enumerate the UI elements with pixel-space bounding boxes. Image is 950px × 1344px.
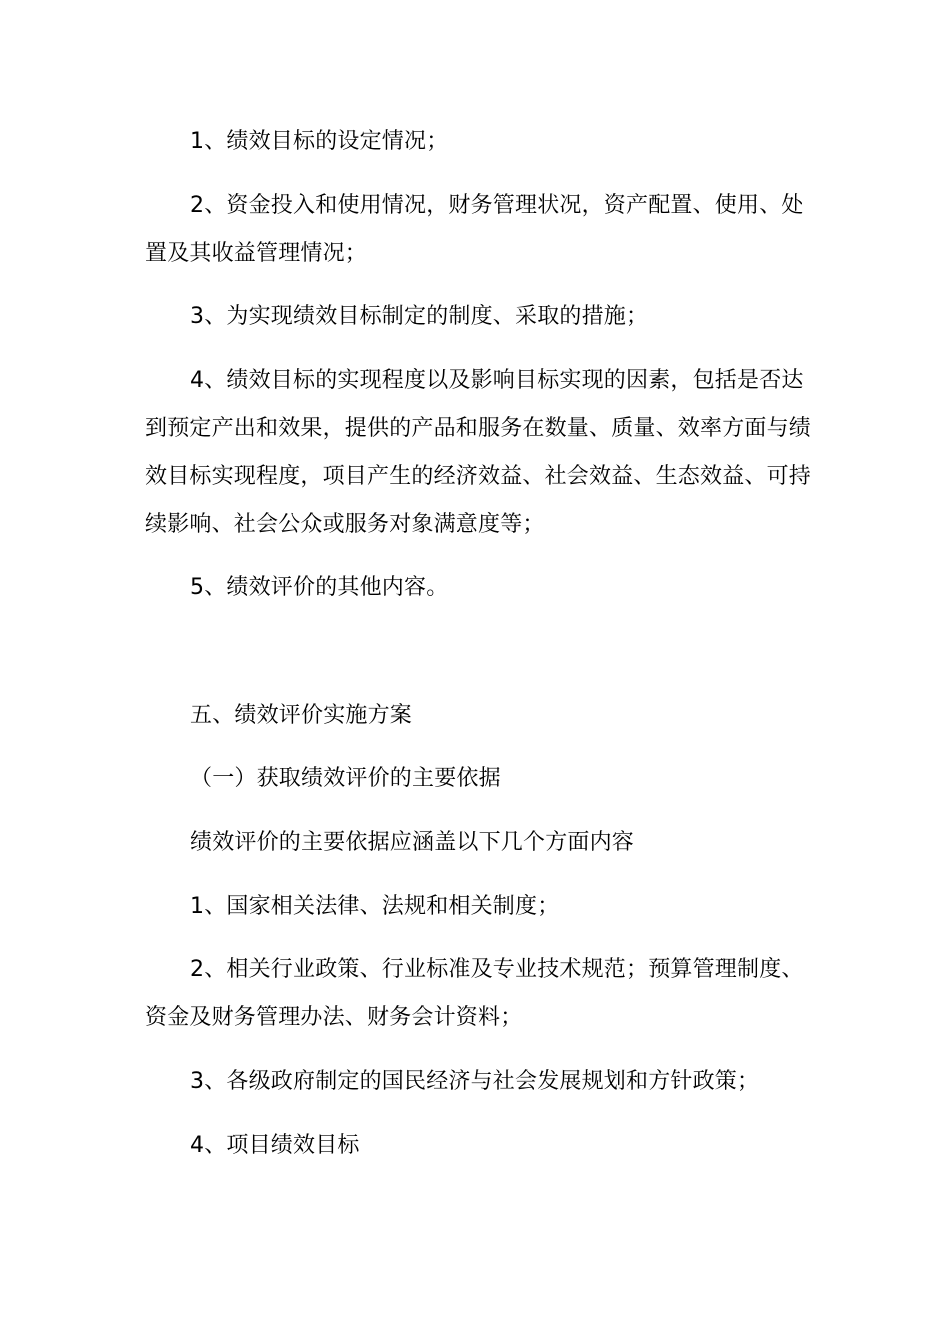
paragraph-line: 效目标实现程度，项目产生的经济效益、社会效益、生态效益、可持 — [145, 464, 812, 489]
section-heading: 五、绩效评价实施方案 — [190, 703, 413, 728]
paragraph-line: 3、为实现绩效目标制定的制度、采取的措施； — [190, 304, 649, 329]
paragraph-line: 4、绩效目标的实现程度以及影响目标实现的因素，包括是否达 — [190, 368, 804, 393]
paragraph-line: 置及其收益管理情况； — [145, 241, 368, 266]
paragraph-line: 资金及财务管理办法、财务会计资料； — [145, 1005, 523, 1030]
paragraph-line: 3、各级政府制定的国民经济与社会发展规划和方针政策； — [190, 1069, 760, 1094]
paragraph-line: 2、相关行业政策、行业标准及专业技术规范；预算管理制度、 — [190, 957, 804, 982]
paragraph-line: 续影响、社会公众或服务对象满意度等； — [145, 512, 545, 537]
paragraph-line: 1、绩效目标的设定情况； — [190, 129, 449, 154]
paragraph-line: 4、项目绩效目标 — [190, 1133, 360, 1158]
paragraph-line: 到预定产出和效果，提供的产品和服务在数量、质量、效率方面与绩 — [145, 416, 812, 441]
paragraph-line: 绩效评价的主要依据应涵盖以下几个方面内容 — [190, 830, 635, 855]
paragraph-line: 1、国家相关法律、法规和相关制度； — [190, 894, 560, 919]
paragraph-line: 2、资金投入和使用情况，财务管理状况，资产配置、使用、处 — [190, 193, 804, 218]
subsection-heading: （一）获取绩效评价的主要依据 — [190, 766, 501, 791]
paragraph-line: 5、绩效评价的其他内容。 — [190, 575, 449, 600]
